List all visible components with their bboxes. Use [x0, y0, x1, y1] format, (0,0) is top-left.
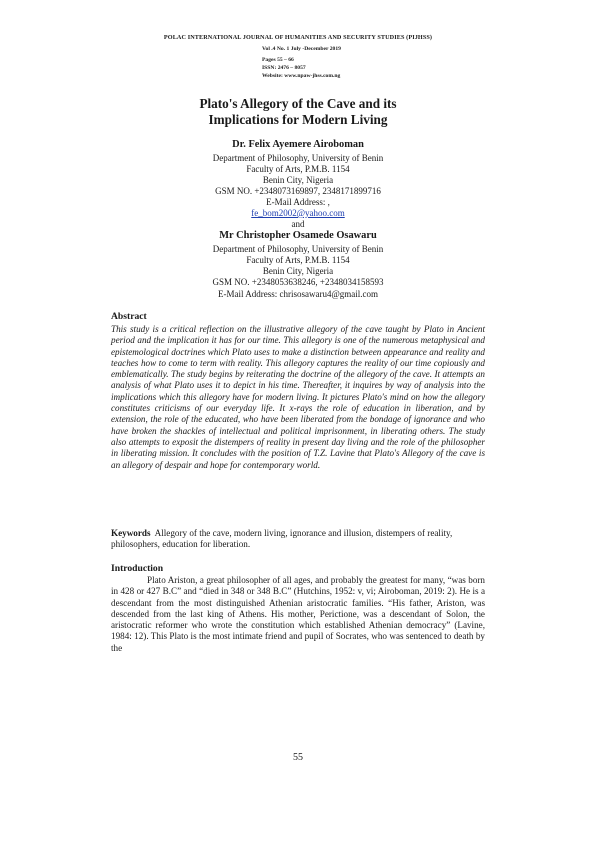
page-number: 55 [293, 752, 303, 763]
abstract-text: This study is a critical reflection on the illustrative allegory of the cave taught by Plato in Ancient period and the implication it has for our time. This allegory is one of the numerous metaphysical and epistemological doctrines which Plato uses to make a distinction between appearance and reality and teaches how to come to term with reality. This allegory captures the reality of our time copiously and emblematically. The study begins by reiterating the doctrine of the allegory of the cave. It attempts an analysis of what Plato uses it to depict in his time. Thereafter, it inquires by way of analysis into the implications which this allegory have for modern living. It pictures Plato's mind on how the allegory constitutes criticisms of our everyday life. It x-rays the role of education in liberation, and by extension, the role of the educated, who have been liberated from the bondage of ignorance and who have broken the shackles of intellectual and political imprisonment, in liberating others. The study also attempts to exposit the distempers of reality in present day living and the role of the philosopher in liberating mission. It concludes with the position of T.Z. Lavine that Plato's Allegory of the cave is an allegory of despair and hope for contemporary world. [111, 324, 485, 470]
abstract-heading: Abstract [111, 311, 147, 322]
paper-title [0, 96, 596, 128]
author1-gsm: GSM NO. +2348073169897, 2348171899716 [215, 186, 381, 196]
author2-name: Mr Christopher Osamede Osawaru [219, 230, 377, 241]
introduction-heading: Introduction [111, 563, 164, 574]
author1-dept: Department of Philosophy, University of Benin [212, 153, 384, 163]
author1-city: Benin City, Nigeria [262, 175, 334, 185]
introduction-paragraph: Plato Ariston, a great philosopher of all ages, and probably the greatest for many, “was born in 428 or 427 B.C” and “died in 348 or 348 B.C” (Hutchins, 1952: v, vi; Airoboman, 2019: 2). He is a descendant from the most distinguished Athenian aristocratic families. “His father, Ariston, was descended from the last king of Athens. His mother, Perictione, was a descendant of Solon, the aristocratic reformer who wrote the constitution which established Athenian democracy” (Lavine, 1984: 12). This Plato is the most intimate friend and pupil of Socrates, who was sentenced to death by the [111, 575, 485, 653]
journal-pages: Pages 55 – 66 [262, 57, 294, 63]
introduction-body [111, 575, 485, 654]
author2-faculty: Faculty of Arts, P.M.B. 1154 [246, 255, 350, 265]
author1-name: Dr. Felix Ayemere Airoboman [232, 139, 364, 150]
keywords-label: Keywords [111, 528, 151, 538]
author2-gsm: GSM NO. +2348053638246, +2348034158593 [212, 277, 384, 287]
author1-email-row [0, 208, 596, 219]
keywords [111, 528, 485, 551]
journal-volume: Vol .4 No. 1 July -December 2019 [262, 46, 341, 52]
author1-email-label: E-Mail Address: , [266, 197, 330, 207]
title-line-2: Implications for Modern Living [208, 112, 388, 127]
journal-name: POLAC INTERNATIONAL JOURNAL OF HUMANITIES AND SECURITY STUDIES (PIJHSS) [163, 34, 433, 41]
title-line-1: Plato's Allegory of the Cave and its [199, 96, 397, 111]
author1-faculty: Faculty of Arts, P.M.B. 1154 [246, 164, 350, 174]
author2-city: Benin City, Nigeria [262, 266, 334, 276]
author1-email-link[interactable]: fe_bom2002@yahoo.com [251, 208, 345, 218]
keywords-text: Allegory of the cave, modern living, ignorance and illusion, distempers of reality, philosophers, education for liberation. [111, 528, 453, 550]
author2-dept: Department of Philosophy, University of Benin [212, 244, 384, 254]
journal-issn: ISSN: 2476 – 8057 [262, 65, 306, 71]
author2-email: E-Mail Address: chrisosawaru4@gmail.com [217, 289, 378, 299]
authors-conjunction: and [291, 219, 305, 229]
journal-website: Website: www.npaw-jhss.com.ng [262, 73, 341, 79]
